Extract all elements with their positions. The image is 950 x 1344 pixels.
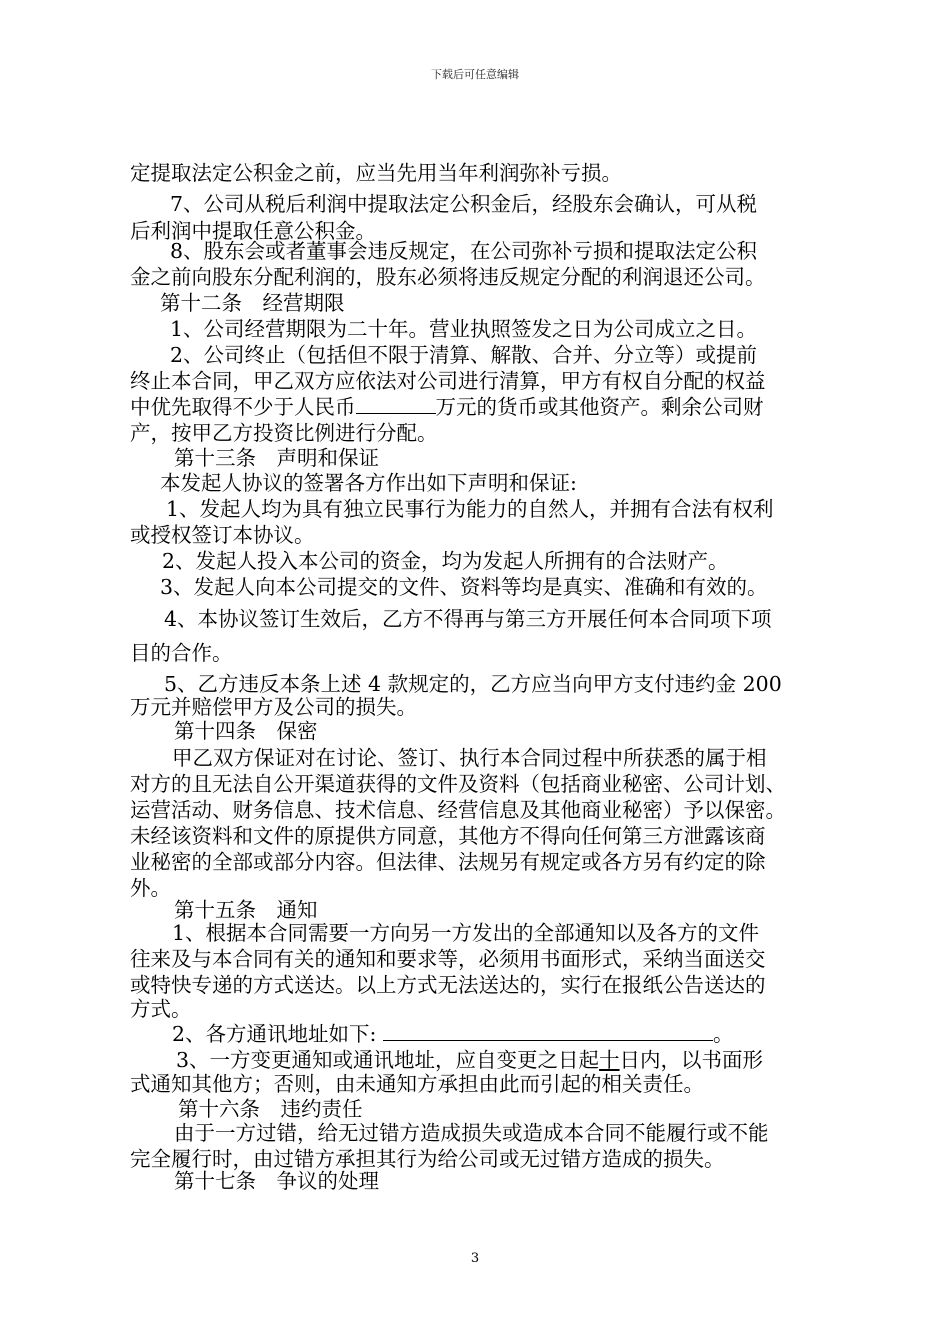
- text-line: 往来及与本合同有关的通知和要求等，必须用书面形式，采纳当面送交: [130, 947, 766, 971]
- amount-blank: [356, 394, 436, 414]
- text-line: 对方的且无法自公开渠道获得的文件及资料（包括商业秘密、公司计划、: [130, 772, 786, 796]
- text-line: 方式。: [130, 997, 192, 1021]
- text-line: 2、公司终止（包括但不限于清算、解散、合并、分立等）或提前: [170, 343, 758, 367]
- section-heading: 第十二条 经营期限: [160, 291, 345, 315]
- text-line: [130, 394, 764, 420]
- text-line: 1、根据本合同需要一方向另一方发出的全部通知以及各方的文件: [172, 921, 760, 945]
- text-line: 由于一方过错，给无过错方造成损失或造成本合同不能履行或不能: [174, 1121, 769, 1145]
- page-header: 下载后可任意编辑: [431, 68, 519, 81]
- text-line: 2、发起人投入本公司的资金，均为发起人所拥有的合法财产。: [162, 549, 729, 573]
- text-line: 7、公司从税后利润中提取法定公积金后，经股东会确认，可从税: [170, 192, 758, 216]
- section-heading: 第十三条 声明和保证: [174, 446, 379, 470]
- text-line: 终止本合同，甲乙双方应依法对公司进行清算，甲方有权自分配的权益: [130, 369, 766, 393]
- text-segment: 2、各方通讯地址如下:: [172, 1022, 377, 1046]
- text-line: 目的合作。: [130, 641, 233, 665]
- text-segment: 3、一方变更通知或通讯地址，应自变更之日起: [176, 1048, 600, 1072]
- text-line: 未经该资料和文件的原提供方同意，其他方不得向任何第三方泄露该商: [130, 824, 766, 848]
- text-line: 8、股东会或者董事会违反规定，在公司弥补亏损和提取法定公积: [170, 239, 758, 263]
- text-line: 本发起人协议的签署各方作出如下声明和保证:: [160, 471, 577, 495]
- section-heading: 第十六条 违约责任: [178, 1097, 363, 1121]
- section-heading: 第十七条 争议的处理: [174, 1169, 379, 1193]
- text-line: 产，按甲乙方投资比例进行分配。: [130, 421, 438, 445]
- text-line: 甲乙双方保证对在讨论、签订、执行本合同过程中所获悉的属于相: [172, 746, 767, 770]
- address-blank: [383, 1021, 713, 1041]
- text-segment: 。: [712, 1022, 734, 1046]
- text-line: 外。: [130, 876, 171, 900]
- text-line: 后利润中提取任意公积金。: [130, 219, 376, 243]
- section-heading: 第十五条 通知: [174, 898, 318, 922]
- section-heading: 第十四条 保密: [174, 719, 318, 743]
- text-segment: 日内，以书面形: [619, 1048, 764, 1072]
- text-line: 3、发起人向本公司提交的文件、资料等均是真实、准确和有效的。: [160, 575, 768, 599]
- text-segment: 中优先取得不少于人民币: [130, 395, 356, 419]
- text-line: 或授权签订本协议。: [130, 523, 315, 547]
- underlined-number: 十: [599, 1048, 620, 1072]
- text-line: [172, 1021, 733, 1047]
- text-line: 万元并赔偿甲方及公司的损失。: [130, 695, 417, 719]
- text-line: 或特快专递的方式送达。以上方式无法送达的，实行在报纸公告送达的: [130, 973, 766, 997]
- text-line: 金之前向股东分配利润的，股东必须将违反规定分配的利润退还公司。: [130, 265, 766, 289]
- text-line: 完全履行时，由过错方承担其行为给公司或无过错方造成的损失。: [130, 1147, 725, 1171]
- text-line: 定提取法定公积金之前，应当先用当年利润弥补亏损。: [130, 161, 622, 185]
- text-line: 4、本协议签订生效后，乙方不得再与第三方开展任何本合同项下项: [164, 607, 772, 631]
- text-line: [176, 1047, 763, 1073]
- text-line: 运营活动、财务信息、技术信息、经营信息及其他商业秘密）予以保密。: [130, 798, 786, 822]
- text-line: 业秘密的全部或部分内容。但法律、法规另有规定或各方另有约定的除: [130, 850, 766, 874]
- text-line: 1、公司经营期限为二十年。营业执照签发之日为公司成立之日。: [170, 317, 758, 341]
- text-line: 式通知其他方；否则，由未通知方承担由此而引起的相关责任。: [130, 1072, 704, 1096]
- page-number: 3: [470, 1251, 480, 1266]
- text-line: 1、发起人均为具有独立民事行为能力的自然人，并拥有合法有权利: [166, 497, 774, 521]
- text-segment: 万元的货币或其他资产。剩余公司财: [435, 395, 764, 419]
- text-line: 5、乙方违反本条上述 4 款规定的，乙方应当向甲方支付违约金 200: [164, 672, 782, 696]
